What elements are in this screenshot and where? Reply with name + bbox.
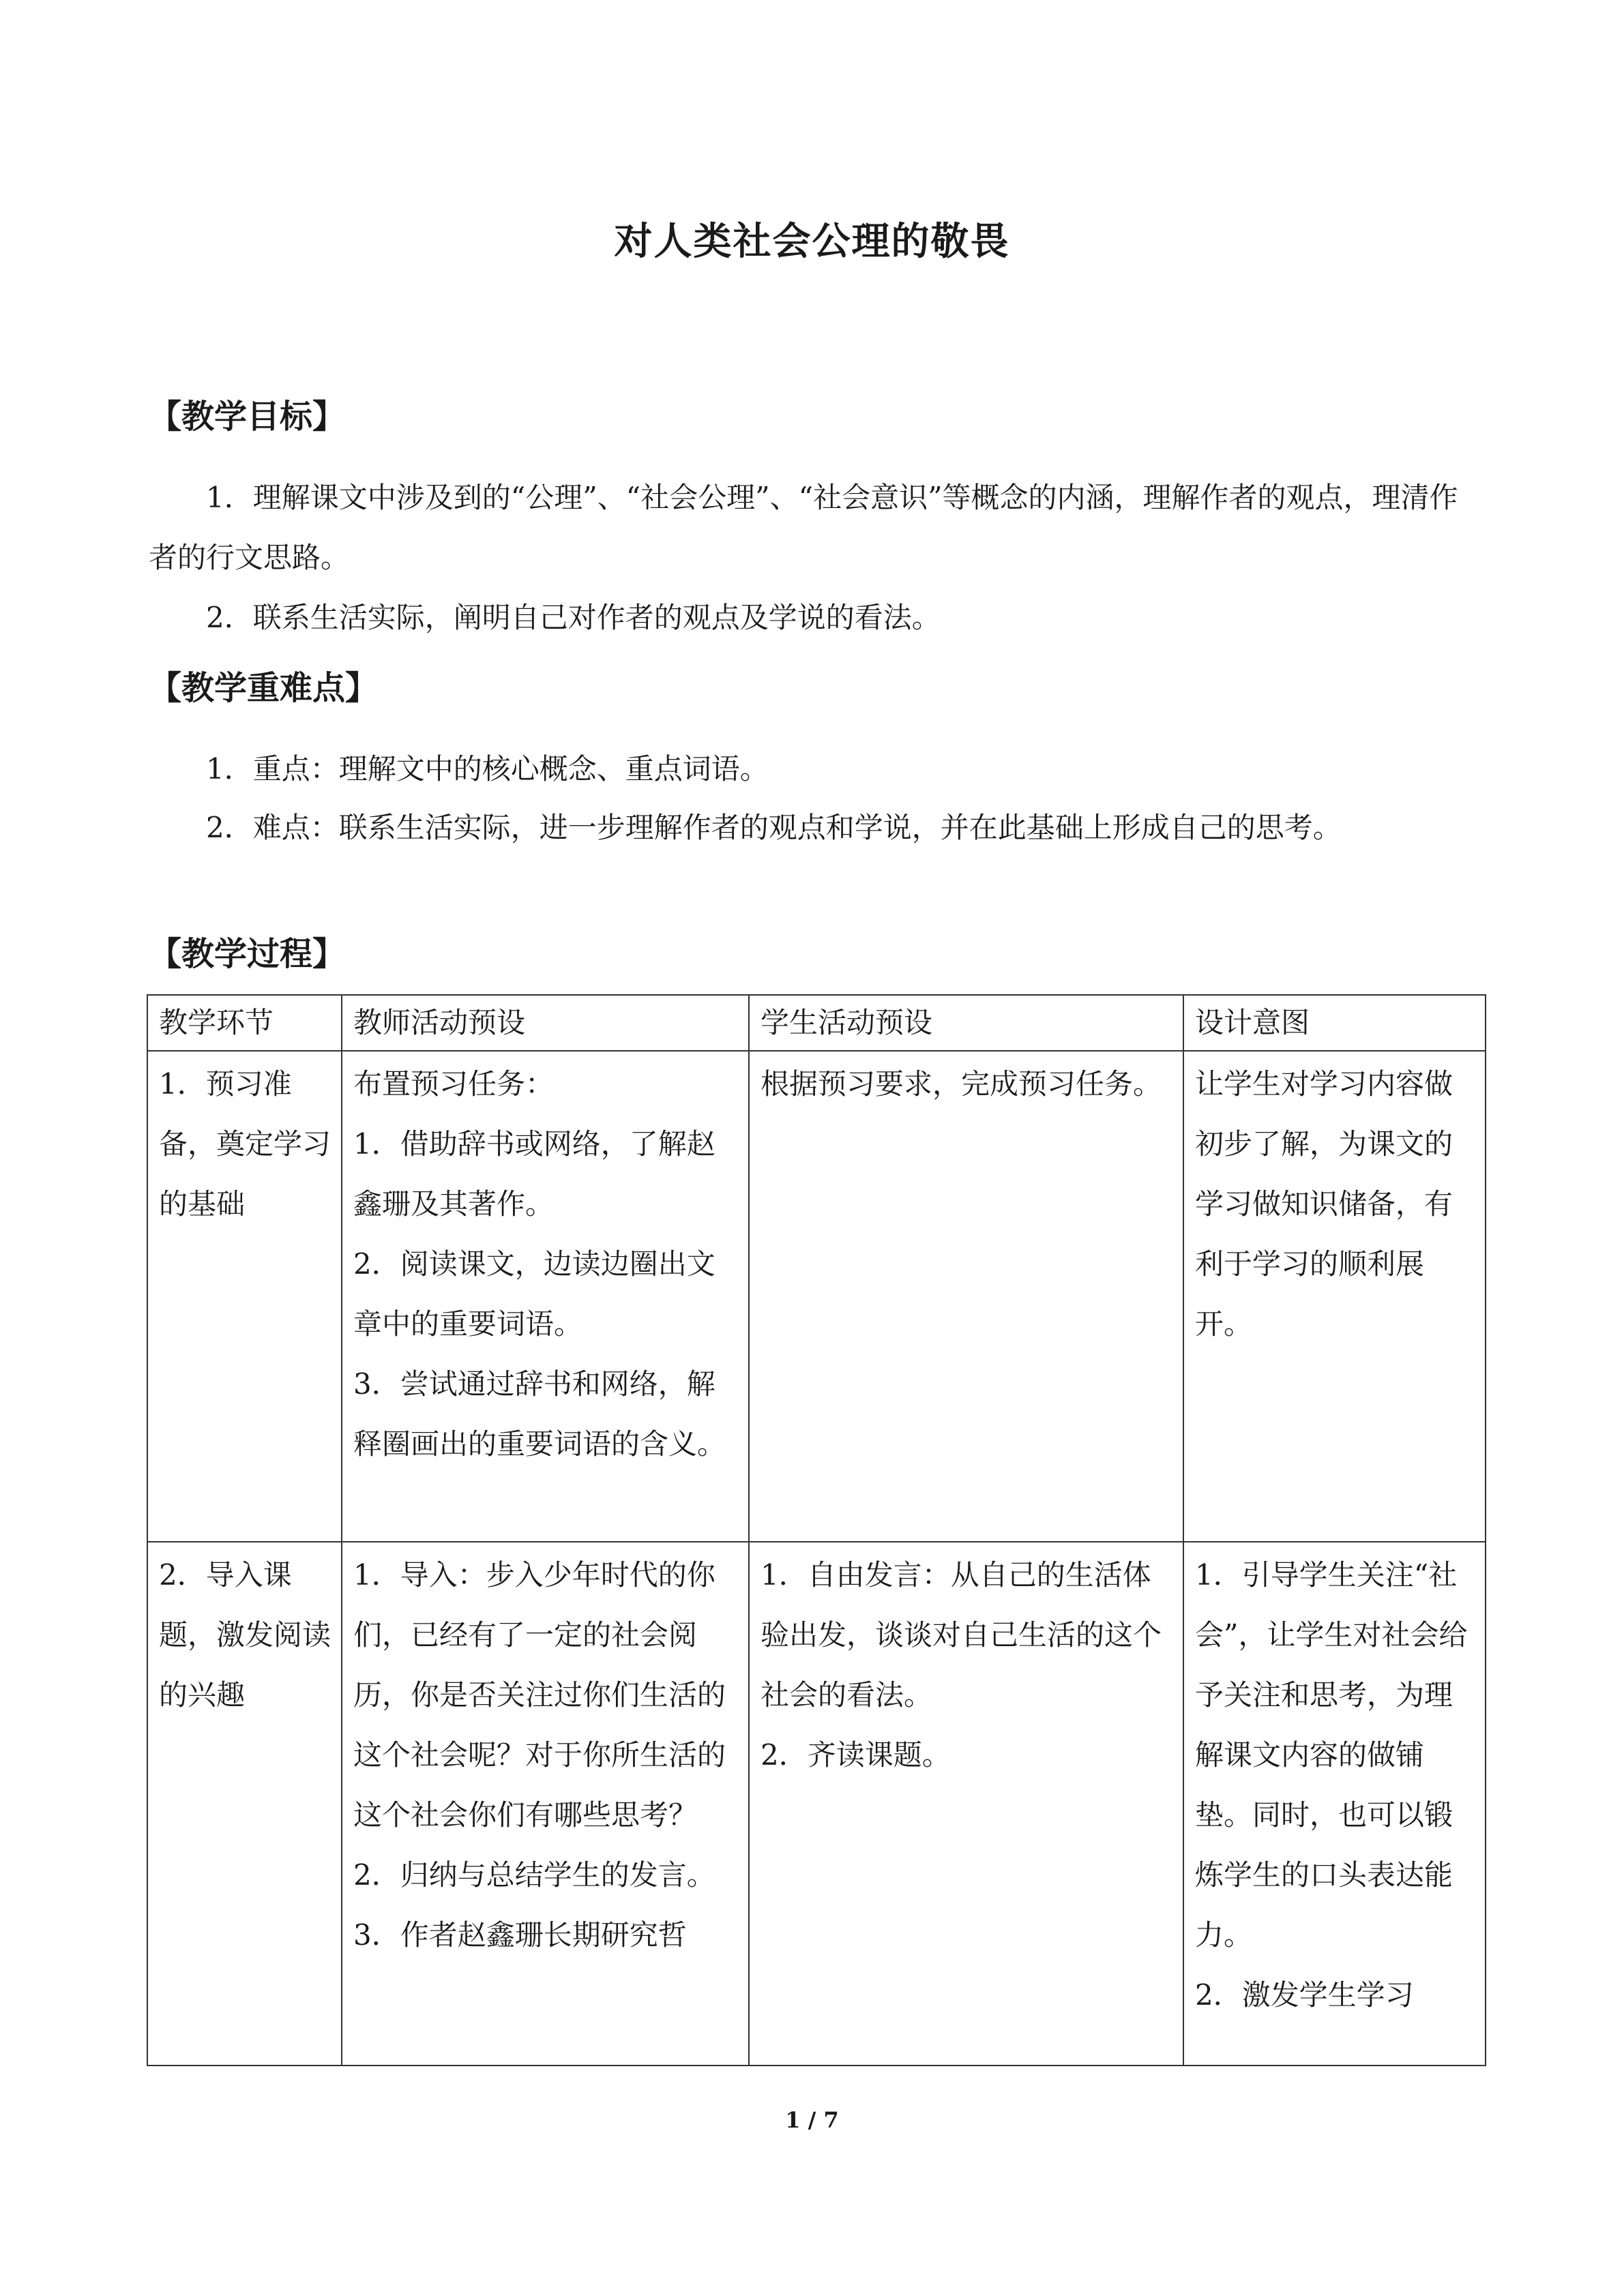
header-stage: 教学环节 xyxy=(147,995,342,1051)
key-point-item-2: 2．难点：联系生活实际，进一步理解作者的观点和学说，并在此基础上形成自己的思考。 xyxy=(206,811,1342,844)
objectives-heading: 【教学目标】 xyxy=(149,398,346,436)
teacher-activity-line: 3．作者赵鑫珊长期研究哲 xyxy=(353,1918,687,1952)
table-row xyxy=(147,1542,1486,2066)
teacher-activity-line: 布置预习任务： xyxy=(353,1067,555,1101)
student-activity-line: 2．齐读课题。 xyxy=(761,1738,951,1772)
process-heading: 【教学过程】 xyxy=(149,935,346,973)
teacher-activity-line: 2．归纳与总结学生的发言。 xyxy=(353,1858,715,1892)
teacher-activity-line: 2．阅读课文，边读边圈出文章中的重要词语。 xyxy=(353,1247,715,1341)
teaching-process-table xyxy=(147,994,1486,2066)
design-intent-line: 1．引导学生关注“社会”，让学生对社会给予关注和思考，为理解课文内容的做铺垫。同时，也可以锻炼学生的口头表达能力。 xyxy=(1195,1558,1468,1952)
teacher-activity-line: 1．借助辞书或网络，了解赵鑫珊及其著作。 xyxy=(353,1127,715,1221)
teacher-activity-line: 1．导入：步入少年时代的你们，已经有了一定的社会阅历，你是否关注过你们生活的这个社会呢？对于你所生活的这个社会你们有哪些思考？ xyxy=(353,1558,726,1832)
header-student-activity: 学生活动预设 xyxy=(749,995,1183,1051)
student-activity-line: 1．自由发言：从自己的生活体验出发，谈谈对自己生活的这个社会的看法。 xyxy=(761,1558,1162,1712)
page-number: 1 / 7 xyxy=(785,2107,839,2133)
page-title: 对人类社会公理的敬畏 xyxy=(614,220,1010,264)
design-intent-line: 让学生对学习内容做初步了解，为课文的学习做知识储备，有利于学习的顺利展开。 xyxy=(1195,1067,1453,1341)
table-header-row xyxy=(147,995,1486,1051)
cell-stage: 2．导入课题，激发阅读的兴趣 xyxy=(147,1542,342,2066)
cell-design-intent xyxy=(1183,1051,1486,1542)
cell-student-activity xyxy=(749,1051,1183,1542)
cell-teacher-activity xyxy=(342,1542,749,2066)
objective-item-2: 2．联系生活实际，阐明自己对作者的观点及学说的看法。 xyxy=(206,601,941,634)
cell-design-intent xyxy=(1183,1542,1486,2066)
teacher-activity-line: 3．尝试通过辞书和网络，解释圈画出的重要词语的含义。 xyxy=(353,1367,726,1461)
student-activity-line: 根据预习要求，完成预习任务。 xyxy=(761,1067,1162,1101)
table-row xyxy=(147,1051,1486,1542)
header-teacher-activity: 教师活动预设 xyxy=(342,995,749,1051)
cell-teacher-activity xyxy=(342,1051,749,1542)
cell-student-activity xyxy=(749,1542,1183,2066)
objective-item-1: 1．理解课文中涉及到的“公理”、“社会公理”、“社会意识”等概念的内涵，理解作者的观点，理清作者的行文思路。 xyxy=(149,481,1458,574)
design-intent-line: 2．激发学生学习 xyxy=(1195,1978,1414,2012)
key-point-item-1: 1．重点：理解文中的核心概念、重点词语。 xyxy=(206,752,769,786)
key-points-heading: 【教学重难点】 xyxy=(149,669,379,707)
header-design-intent: 设计意图 xyxy=(1183,995,1486,1051)
cell-stage: 1．预习准备，奠定学习的基础 xyxy=(147,1051,342,1542)
